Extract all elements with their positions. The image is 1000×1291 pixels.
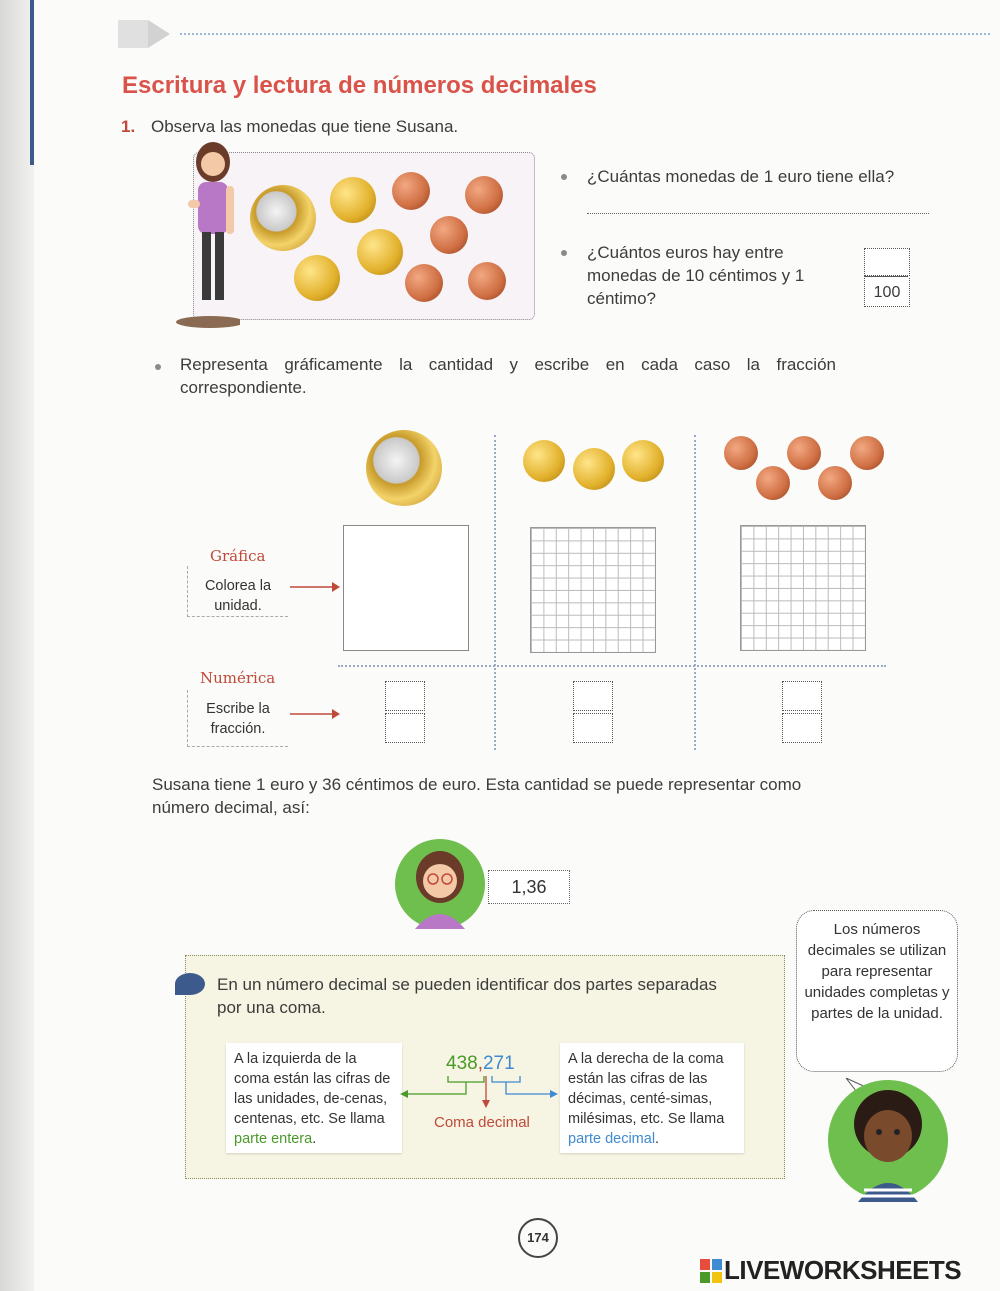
decimal-explanation: Susana tiene 1 euro y 36 céntimos de euro. Esta cantidad se puede representar como número decimal, así: [152,775,802,817]
integer-part-text: A la izquierda de la coma están las cifras de las unidades, de-cenas, centenas, etc. Se llama [234,1051,391,1127]
decimal-part-text: A la derecha de la coma están las cifras de las décimas, centé-simas, milésimas, etc. Se llama [568,1051,725,1127]
question-one-euro: ¿Cuántas monedas de 1 euro tiene ella? [587,167,895,186]
period: . [312,1131,317,1147]
speech-bubble [796,910,958,1072]
column-divider [694,435,696,750]
decimal-example [446,1053,515,1075]
one-cent-coin [392,172,430,210]
hundred-grid-hundredths[interactable] [740,525,866,651]
comma-label: Coma decimal [434,1114,530,1131]
answer-line[interactable] [587,213,929,214]
integer-part-term: parte entera [234,1131,313,1147]
arrow-icon [290,580,340,594]
spine-accent [30,0,34,165]
ten-cent-coin [294,255,340,301]
representation-instruction: Representa gráficamente la cantidad y escribe en cada caso la fracción correspondiente. [180,355,836,397]
fraction-numerator-input[interactable] [573,681,613,711]
fraction-numerator-input[interactable] [864,248,910,276]
ten-cent-coin [622,440,664,482]
bullet [561,174,567,180]
fraction-bar [864,276,908,277]
bullet [561,250,567,256]
fraction-numerator-input[interactable] [782,681,822,711]
one-euro-coin [366,430,442,506]
exercise-number: 1. [121,117,136,136]
numeric-label: Numérica [200,669,276,687]
decimal-part-term: parte decimal [568,1131,656,1147]
numeric-instruction: Escribe la fracción. [206,701,270,737]
row-divider [338,665,886,667]
decimal-part-card [560,1043,744,1153]
decimal-value: 1,36 [488,870,570,904]
arrow-icon [290,707,340,721]
example-decimal-part: 271 [482,1053,515,1074]
book-spine-shadow [0,0,34,1291]
exercise-prompt: Observa las monedas que tiene Susana. [151,117,459,136]
bullet [155,364,161,370]
susana-figure [170,140,240,330]
one-cent-coin [724,436,758,470]
graph-instruction: Colorea la unidad. [204,578,272,614]
fraction-denominator-input[interactable] [782,713,822,743]
fraction-denominator: 100 [864,278,910,307]
one-cent-coin [465,176,503,214]
one-cent-coin [787,436,821,470]
liveworksheets-logo-icon [700,1259,722,1283]
ten-cent-coin [357,229,403,275]
header-dotted-line [180,33,990,35]
info-bullet-icon [175,973,205,995]
graph-label: Gráfica [210,547,266,565]
header-arrow-decoration [118,18,172,50]
hundred-grid-tenths[interactable] [530,527,656,653]
one-cent-coin [468,262,506,300]
info-heading: En un número decimal se pueden identificar dos partes separadas por una coma. [217,975,717,1017]
fraction-numerator-input[interactable] [385,681,425,711]
period: . [655,1131,660,1147]
one-euro-coin [250,185,316,251]
example-comma: , [477,1053,483,1074]
ten-cent-coin [573,448,615,490]
fraction-denominator-input[interactable] [385,713,425,743]
speech-bubble-text: Los números decimales se utilizan para representar unidades completas y partes de la unidad. [804,921,950,1022]
susana-avatar [393,837,487,931]
one-cent-coin [818,466,852,500]
fraction-denominator-input[interactable] [573,713,613,743]
integer-part-card [226,1043,402,1153]
one-cent-coin [756,466,790,500]
one-cent-coin [405,264,443,302]
decimal-parts-arrows [400,1074,560,1114]
ten-cent-coin [330,177,376,223]
boy-avatar [826,1078,950,1202]
one-cent-coin [430,216,468,254]
question-cents: ¿Cuántos euros hay entre monedas de 10 céntimos y 1 céntimo? [587,243,805,308]
one-cent-coin [850,436,884,470]
section-title: Escritura y lectura de números decimales [122,72,597,99]
example-integer-part: 438 [446,1053,478,1074]
column-divider [494,435,496,750]
brand-name: LIVEWORKSHEETS [724,1255,962,1285]
ten-cent-coin [523,440,565,482]
unit-square-colorable[interactable] [343,525,469,651]
page-number: 174 [518,1218,558,1258]
